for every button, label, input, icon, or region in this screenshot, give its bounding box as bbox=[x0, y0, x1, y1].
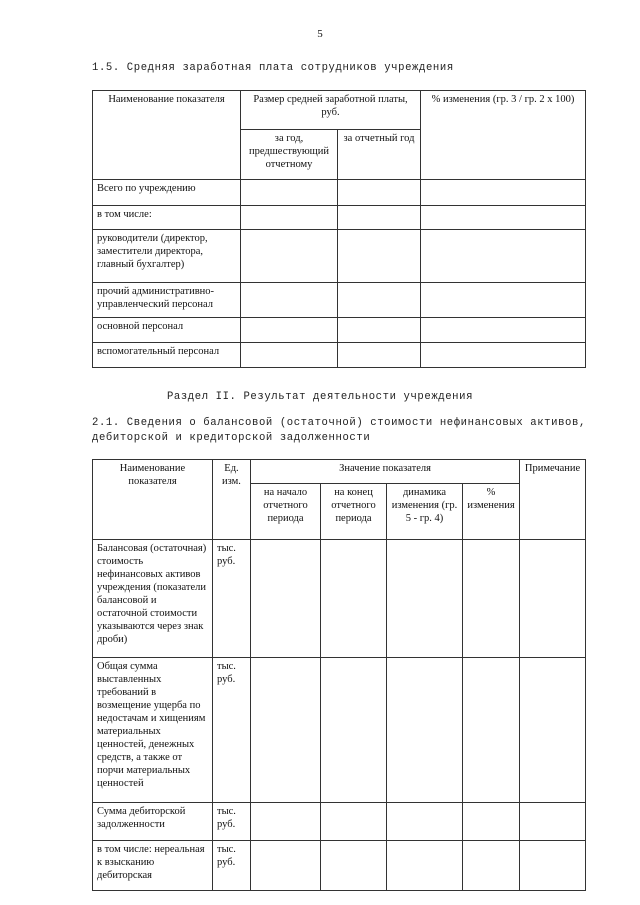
table-cell bbox=[463, 658, 520, 803]
title-word: 2.1. bbox=[92, 417, 120, 429]
section-1-5-title: 1.5. Средняя заработная плата сотрудников учреждения bbox=[92, 62, 454, 74]
section-2-1-title bbox=[92, 416, 586, 446]
title-word: стоимости bbox=[370, 417, 433, 429]
row-label: Всего по учреждению bbox=[93, 180, 241, 206]
table-cell bbox=[321, 841, 387, 891]
table-cell bbox=[387, 803, 463, 841]
table-cell bbox=[520, 803, 586, 841]
row-label: Общая сумма выставленных требований в возмещение ущерба по недостачам и хищениям материальных ценностей, денежных средств, а также от порчи материальных ценностей bbox=[93, 658, 213, 803]
header-salary-group: Размер средней заработной платы, руб. bbox=[241, 91, 421, 130]
table-cell bbox=[463, 803, 520, 841]
section-2-1-title-line2: дебиторской и кредиторской задолженности bbox=[92, 432, 371, 444]
table-cell bbox=[387, 658, 463, 803]
page-number: 5 bbox=[317, 28, 323, 40]
table-cell bbox=[520, 841, 586, 891]
title-word: активов, bbox=[530, 417, 586, 429]
table-cell bbox=[387, 841, 463, 891]
table-cell bbox=[251, 803, 321, 841]
header-prev-year: за год, предшествующий отчетному bbox=[241, 130, 338, 180]
header-report-year: за отчетный год bbox=[338, 130, 421, 180]
header-dynamics: динамика изменения (гр. 5 - гр. 4) bbox=[387, 484, 463, 540]
header-value-group: Значение показателя bbox=[251, 460, 520, 484]
salary-table bbox=[92, 90, 586, 368]
row-label: основной персонал bbox=[93, 318, 241, 343]
row-unit: тыс. руб. bbox=[213, 841, 251, 891]
table-cell bbox=[241, 206, 338, 230]
table-cell bbox=[520, 658, 586, 803]
row-label: руководители (директор, заместители директора, главный бухгалтер) bbox=[93, 230, 241, 283]
table-cell bbox=[421, 206, 586, 230]
table-cell bbox=[251, 841, 321, 891]
table-cell bbox=[251, 540, 321, 658]
row-unit: тыс. руб. bbox=[213, 658, 251, 803]
table-cell bbox=[421, 343, 586, 368]
section-2-title: Раздел II. Результат деятельности учреждения bbox=[166, 391, 474, 403]
table-cell bbox=[338, 318, 421, 343]
table-cell bbox=[338, 180, 421, 206]
table-cell bbox=[338, 206, 421, 230]
table-cell bbox=[421, 283, 586, 318]
header-end: на конец отчетного периода bbox=[321, 484, 387, 540]
table-cell bbox=[463, 841, 520, 891]
row-unit: тыс. руб. bbox=[213, 803, 251, 841]
title-word: Сведения bbox=[126, 417, 183, 429]
table-cell bbox=[387, 540, 463, 658]
table-cell bbox=[338, 230, 421, 283]
row-label: в том числе: нереальная к взысканию дебиторская bbox=[93, 841, 213, 891]
header-start: на начало отчетного периода bbox=[251, 484, 321, 540]
table-cell bbox=[251, 658, 321, 803]
assets-table bbox=[92, 459, 586, 891]
row-label: вспомогательный персонал bbox=[93, 343, 241, 368]
row-label: в том числе: bbox=[93, 206, 241, 230]
table-cell bbox=[241, 343, 338, 368]
row-label: Балансовая (остаточная) стоимость нефинансовых активов учреждения (показатели балансовой и остаточной стоимости указываются через знак дроби) bbox=[93, 540, 213, 658]
header-unit: Ед. изм. bbox=[213, 460, 251, 540]
title-word: балансовой bbox=[203, 417, 273, 429]
title-word: нефинансовых bbox=[439, 417, 524, 429]
table-cell bbox=[520, 540, 586, 658]
table-cell bbox=[338, 283, 421, 318]
row-label: прочий административно-управленческий персонал bbox=[93, 283, 241, 318]
table-cell bbox=[463, 540, 520, 658]
header-percent-change: % изменения (гр. 3 / гр. 2 х 100) bbox=[421, 91, 586, 180]
header-note: Примечание bbox=[520, 460, 586, 540]
header-indicator: Наименование показателя bbox=[93, 460, 213, 540]
row-unit: тыс. руб. bbox=[213, 540, 251, 658]
table-cell bbox=[421, 180, 586, 206]
table-cell bbox=[321, 803, 387, 841]
table-cell bbox=[321, 540, 387, 658]
table-cell bbox=[321, 658, 387, 803]
title-word: о bbox=[189, 417, 197, 429]
table-cell bbox=[241, 318, 338, 343]
table-cell bbox=[338, 343, 421, 368]
table-cell bbox=[241, 283, 338, 318]
table-cell bbox=[421, 318, 586, 343]
title-word: (остаточной) bbox=[279, 417, 364, 429]
header-percent: % изменения bbox=[463, 484, 520, 540]
header-indicator: Наименование показателя bbox=[93, 91, 241, 180]
row-label: Сумма дебиторской задолженности bbox=[93, 803, 213, 841]
table-cell bbox=[241, 180, 338, 206]
section-2-1-title-line1 bbox=[92, 416, 586, 431]
table-cell bbox=[421, 230, 586, 283]
table-cell bbox=[241, 230, 338, 283]
